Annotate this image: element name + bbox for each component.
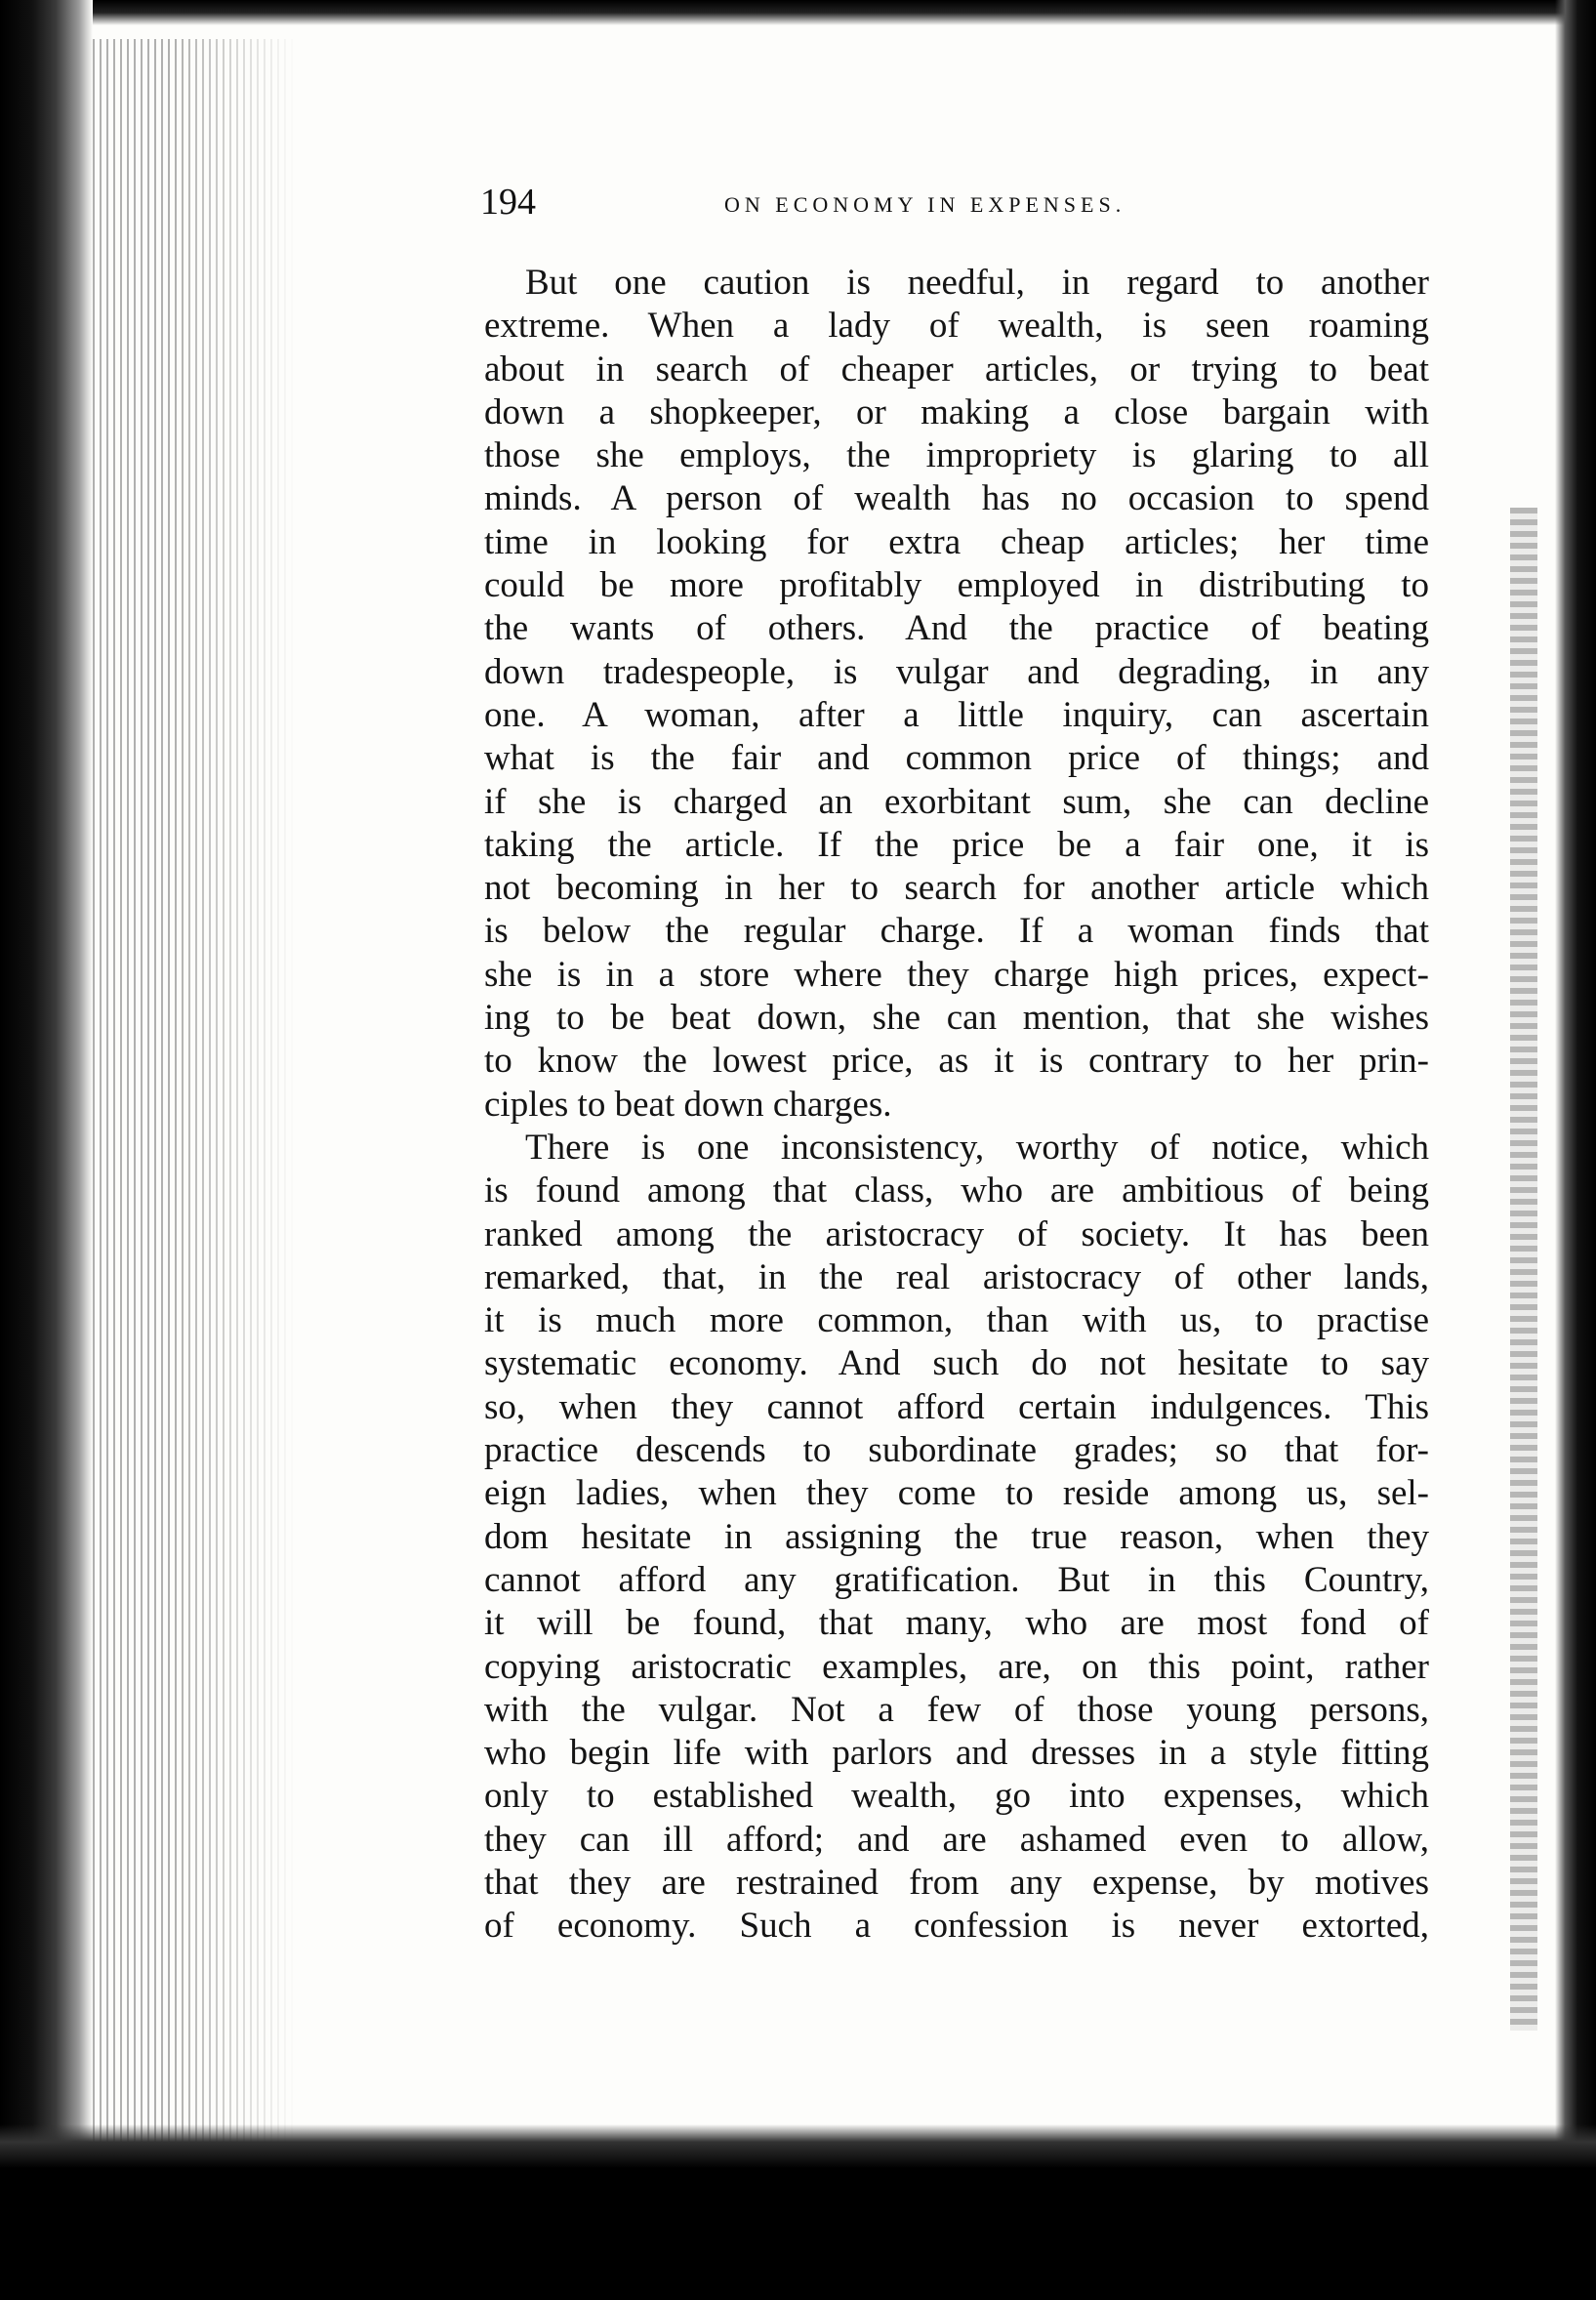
page-number: 194 xyxy=(480,182,536,223)
text-line: what is the fair and common price of things; and xyxy=(484,738,1429,779)
text-line: But one caution is needful, in regard to another xyxy=(525,263,1429,303)
text-line: who begin life with parlors and dresses in a style fitting xyxy=(484,1733,1429,1774)
text-line: ranked among the aristocracy of society. It has been xyxy=(484,1213,1429,1254)
text-line: dom hesitate in assigning the true reason, when they xyxy=(484,1516,1429,1557)
text-line: extreme. When a lady of wealth, is seen roaming xyxy=(484,306,1429,347)
text-line: down tradespeople, is vulgar and degrading, in any xyxy=(484,651,1429,692)
text-line: remarked, that, in the real aristocracy of other lands, xyxy=(484,1256,1429,1297)
paragraph-1 xyxy=(484,262,1429,1127)
paragraph-2 xyxy=(484,1127,1429,1949)
text-line: about in search of cheaper articles, or trying to beat xyxy=(484,349,1429,390)
text-line: if she is charged an exorbitant sum, she can decline xyxy=(484,781,1429,822)
body-text xyxy=(484,262,1429,1949)
text-line: those she employs, the impropriety is glaring to all xyxy=(484,435,1429,476)
page-stack-edges xyxy=(93,39,298,2187)
text-line: with the vulgar. Not a few of those young persons, xyxy=(484,1689,1429,1730)
text-line: it is much more common, than with us, to practise xyxy=(484,1300,1429,1341)
text-line: that they are restrained from any expense, by motives xyxy=(484,1862,1429,1903)
text-line: to know the lowest price, as it is contrary to her prin- xyxy=(484,1041,1429,1082)
text-line: could be more profitably employed in distributing to xyxy=(484,565,1429,606)
text-line: taking the article. If the price be a fair one, it is xyxy=(484,824,1429,865)
book-spine-shadow xyxy=(0,0,93,2300)
text-line: they can ill afford; and are ashamed even to allow, xyxy=(484,1819,1429,1860)
text-line: so, when they cannot afford certain indulgences. This xyxy=(484,1386,1429,1427)
running-head: ON ECONOMY IN EXPENSES. xyxy=(724,192,1126,217)
text-line: ciples to beat down charges. xyxy=(484,1084,892,1125)
page-right-edge-texture xyxy=(1510,508,1537,2031)
text-line: copying aristocratic examples, are, on this point, rather xyxy=(484,1646,1429,1687)
text-line: only to established wealth, go into expenses, which xyxy=(484,1776,1429,1817)
text-line: is below the regular charge. If a woman finds that xyxy=(484,911,1429,952)
text-line: of economy. Such a confession is never extorted, xyxy=(484,1906,1429,1947)
text-line: the wants of others. And the practice of beating xyxy=(484,608,1429,649)
text-line: one. A woman, after a little inquiry, can ascertain xyxy=(484,694,1429,735)
page-right-edge-shadow xyxy=(1555,0,1596,2300)
page-header xyxy=(480,181,1437,229)
text-line: she is in a store where they charge high prices, expect- xyxy=(484,954,1429,995)
text-line: is found among that class, who are ambitious of being xyxy=(484,1171,1429,1212)
text-line: practice descends to subordinate grades; so that for- xyxy=(484,1430,1429,1471)
text-line: not becoming in her to search for another article which xyxy=(484,868,1429,909)
page-bottom-edge-shadow xyxy=(0,2124,1596,2300)
page-top-edge-shadow xyxy=(0,0,1596,25)
text-line: cannot afford any gratification. But in this Country, xyxy=(484,1559,1429,1600)
text-line: it will be found, that many, who are most fond of xyxy=(484,1603,1429,1644)
text-line: minds. A person of wealth has no occasion to spend xyxy=(484,478,1429,519)
text-line: eign ladies, when they come to reside among us, sel- xyxy=(484,1473,1429,1514)
text-line: ing to be beat down, she can mention, that she wishes xyxy=(484,998,1429,1039)
text-line: systematic economy. And such do not hesitate to say xyxy=(484,1343,1429,1384)
text-line: down a shopkeeper, or making a close bargain with xyxy=(484,391,1429,432)
text-line: time in looking for extra cheap articles; her time xyxy=(484,521,1429,562)
text-line: There is one inconsistency, worthy of notice, which xyxy=(525,1127,1429,1168)
